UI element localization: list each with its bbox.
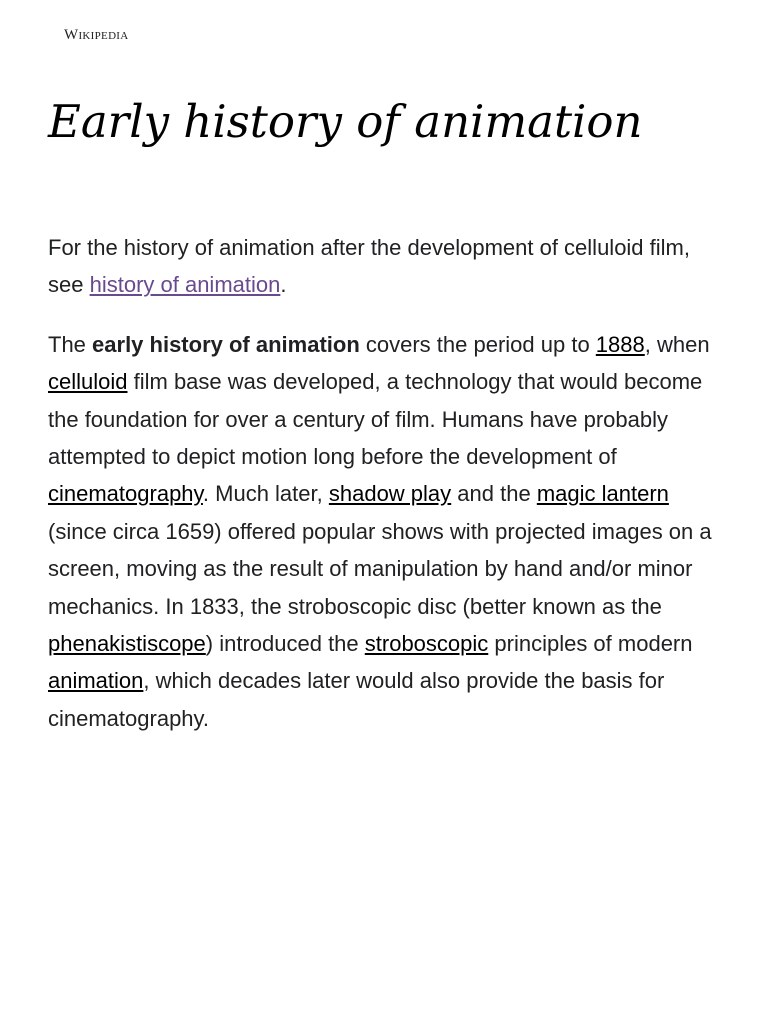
text-segment: , when xyxy=(644,331,710,357)
hatnote xyxy=(48,229,720,304)
link-cinematography[interactable]: cinematography xyxy=(48,481,203,507)
text-segment: , which decades later would also provide the basis for cinematography. xyxy=(48,668,665,731)
history-of-animation-link[interactable]: history of animation xyxy=(89,272,281,298)
bold-subject: early history of animation xyxy=(92,331,360,357)
link-shadow-play[interactable]: shadow play xyxy=(328,481,452,507)
link-animation[interactable]: animation xyxy=(48,668,144,694)
text-segment: The xyxy=(48,331,93,357)
page-title: Early history of animation xyxy=(48,95,643,148)
text-segment: principles of modern xyxy=(488,631,693,657)
link-celluloid[interactable]: celluloid xyxy=(48,369,128,395)
intro-paragraph xyxy=(48,326,720,737)
text-segment: (since circa 1659) offered popular shows with projected images on a screen, moving as the result of manipulation by hand and/or minor mechanics. In 1833, the stroboscopic disc (better known as the xyxy=(48,518,712,619)
site-header xyxy=(64,26,129,46)
text-segment: film base was developed, a technology that would become the foundation for over a century of film. Humans have probably attempted to depict motion long before the development of xyxy=(48,369,703,470)
hatnote-period: . xyxy=(280,272,287,298)
text-segment: covers the period up to xyxy=(359,331,596,357)
article-body xyxy=(48,229,720,737)
link-phenakistiscope[interactable]: phenakistiscope xyxy=(48,631,206,657)
text-segment: and the xyxy=(451,481,537,507)
text-segment: . Much later, xyxy=(202,481,329,507)
link-magic-lantern[interactable]: magic lantern xyxy=(536,481,669,507)
hatnote-text: For the history of animation after the development of celluloid film, see xyxy=(48,235,690,298)
link-stroboscopic[interactable]: stroboscopic xyxy=(364,631,489,657)
wikipedia-wordmark-logo[interactable]: Wikipedia xyxy=(64,27,129,43)
link-1888[interactable]: 1888 xyxy=(595,331,645,357)
text-segment: ) introduced the xyxy=(205,631,365,657)
